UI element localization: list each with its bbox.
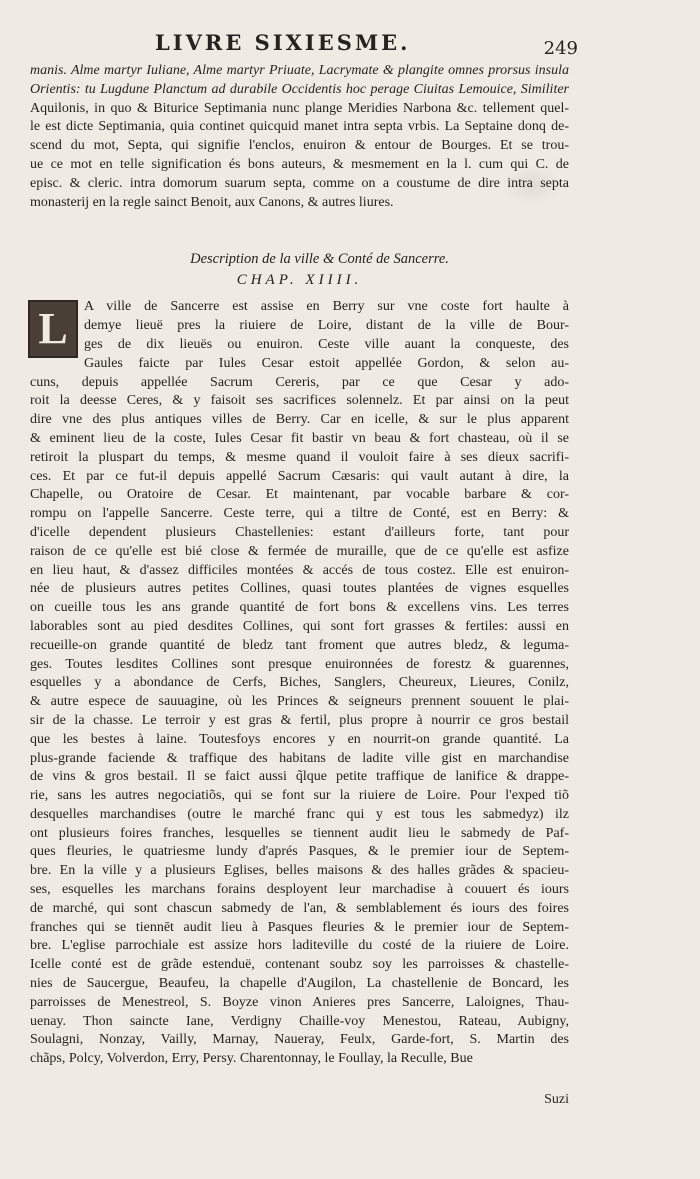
text-line: A ville de Sancerre est assise en Berry sur vne coste fort haulte à — [84, 299, 569, 315]
text-block — [30, 62, 569, 1069]
text-line: recueille-on grande quantité de bledz tant froment que autres bledz, & leguma- — [30, 637, 569, 653]
text-line: laborables sont au pied desdites Collines, qui sont fort grasses & fertiles: aussi en — [30, 618, 569, 634]
text-line: Chapelle, ou Oratoire de Cesar. Et maintenant, par vocable barbare & cor- — [30, 487, 569, 503]
section-title: Description de la ville & Conté de Sancerre. — [190, 251, 449, 268]
text-line: nies de Saucergue, Beaufeu, la chapelle d'Augilon, La chastellenie de Boncard, les — [30, 976, 569, 992]
text-line: bre. En la ville y a plusieurs Eglises, belles maisons & des halles grãdes & spacieu- — [30, 863, 569, 879]
drop-cap: L — [28, 300, 78, 358]
text-line: ges de dix lieuës ou enuiron. Ceste ville auant la conqueste, des — [84, 336, 569, 352]
text-line: on cueille tous les ans grande quantité de fort bons & excellens vins. Les terres — [30, 600, 569, 616]
text-line: Icelle conté est de grãde estenduë, contenant soubz soy les parroisses & chastelle- — [30, 957, 569, 973]
text-line: bre. L'eglise parrochiale est assize hors laditeville du costé de la riuiere de Loire. — [30, 938, 569, 954]
text-line: & eminent lieu de la coste, Iules Cesar fit bastir vn beau & fort chasteau, où il se — [30, 430, 569, 446]
text-line: rompu on l'appelle Sancerre. Ceste terre, qui a tiltre de Conté, est en Berry: & — [30, 506, 569, 522]
text-line: d'icelle dependent plusieurs Chastellenies: estant d'ailleurs forte, tant pour — [30, 524, 569, 540]
text-line: cuns, depuis appellée Sacrum Cereris, par ce que Cesar y ado- — [30, 374, 569, 390]
top-paragraph — [30, 62, 569, 212]
text-line: ue ce mot en telle signification és bons auteurs, & mesmement en la l. cum qui C. de — [30, 156, 569, 172]
text-line: esquelles y a abondance de Cerfs, Biches, Sanglers, Cheureux, Lieures, Conilz, — [30, 675, 569, 691]
body-paragraph — [30, 298, 569, 1069]
text-line: manis. Alme martyr Iuliane, Alme martyr Priuate, Lacrymate & plangite omnes prorsus insula — [30, 63, 569, 78]
text-line: en lieu haut, & d'assez difficiles montées & accés de tous costez. Elle est enuiron- — [30, 562, 569, 578]
text-line: raison de ce qu'elle est bié close & fermée de muraille, que de ce qu'elle est asfize — [30, 543, 569, 559]
running-head: LIVRE SIXIESME. — [155, 30, 411, 55]
page-header — [0, 30, 700, 60]
text-line: ses, esquelles les marchans forains desployent leur marchadise à couuert és iours — [30, 882, 569, 898]
text-line: Gaules faicte par Iules Cesar estoit appellée Gordon, & selon au- — [84, 355, 569, 371]
text-line: ont plusieurs foires franches, lesquelles se tiennent audit lieu le sabmedy de Paf- — [30, 825, 569, 841]
text-line: Soulagni, Nonzay, Vailly, Marnay, Naueray, Feulx, Garde-fort, S. Martin des — [30, 1032, 569, 1048]
text-line: ques fleuries, le quatriesme lundy d'aprés Pasques, & le premier iour de Septem- — [30, 844, 569, 860]
text-line: rie, sans les autres negociatiõs, qui se font sur la riuiere de Loire. Pour l'exped tiõ — [30, 788, 569, 804]
text-line: sir de la chasse. Le terroir y est gras & fertil, plus propre à nourrir ce gros bestail — [30, 712, 569, 728]
text-line: desquelles marchandises (outre le marché franc qui y est tous les sabmedyz) ilz — [30, 806, 569, 822]
text-line: chãps, Polcy, Volverdon, Erry, Persy. Charentonnay, le Foullay, la Reculle, Bue — [30, 1051, 473, 1067]
text-line: plus-grande faciende & traffique des habitans de ladite ville gist en marchandise — [30, 750, 569, 766]
text-line: née de plusieurs autres petites Collines, quasi toutes plantées de vignes esquelles — [30, 581, 569, 597]
text-line: le est dicte Septimania, quia continet quicquid manet intra septa vrbis. La Septaine donq de- — [30, 119, 569, 135]
text-line: roit la deesse Ceres, & y faisoit ses sacrifices solennelz. Et par ainsi on la peut — [30, 393, 569, 409]
text-line: episc. & cleric. intra domorum suarum septa, comme on a coustume de dire intra septa — [30, 175, 569, 191]
text-line: retiroit la pluspart du temps, & mesme quand il vouloit faire à ses dieux sacrifi- — [30, 449, 569, 465]
text-line: de marché, qui sont chascun sabmedy de l'an, & semblablement és iours des foires — [30, 900, 569, 916]
text-line: demye lieuë pres la riuiere de Loire, distant de la ville de Bour- — [84, 318, 569, 334]
text-line: Aquilonis, in quo & Biturice Septimania nunc plange Meridies Narbona &c. tellement quel- — [30, 100, 569, 116]
text-line: ges. Toutes lesdites Collines sont presque enuironnées de forestz & guarennes, — [30, 656, 569, 672]
page-number: 249 — [543, 38, 578, 59]
text-line: parroisses de Menestreol, S. Boyze vinon Anieres pres Sancerre, Laloignes, Thau- — [30, 994, 569, 1010]
text-line: dire vne des plus antiques villes de Berry. Car en icelle, & sur le plus apparent — [30, 412, 569, 428]
text-line: monasterij en la regle sainct Benoit, aux Canons, & autres liures. — [30, 194, 394, 210]
text-line: Orientis: tu Lugdune Planctum ad durabile Occidentis hoc perage Ciuitas Lemouice, Similiter — [30, 81, 569, 97]
text-line: ces. Et par ce fut-il depuis appellé Sacrum Cæsaris: qui vault autant à dire, la — [30, 468, 569, 484]
text-line: & autre espece de sauuagine, où les Princes & seigneurs prennent souuent le plai- — [30, 694, 569, 710]
chapter-heading: CHAP. XIIII. — [236, 272, 363, 289]
catchword: Suzi — [544, 1092, 569, 1107]
text-line: scend du mot, Septa, qui signifie l'enclos, enuiron & entour de Bourges. Et se trou- — [30, 138, 569, 154]
text-line: de vins & gros bestail. Il se faict aussi q̃lque petite traffique de lanifice & drappe- — [30, 769, 569, 785]
text-line: uenay. Thon saincte Iane, Verdigny Chaille-voy Menestou, Rateau, Aubigny, — [30, 1013, 569, 1029]
text-line: franches qui se tiennēt audit lieu à Pasques fleuries & le premier iour de Septem- — [30, 919, 569, 935]
text-line: que les bestes à laine. Toutesfoys encores y en nourrit-on grande quantité. La — [30, 731, 569, 747]
